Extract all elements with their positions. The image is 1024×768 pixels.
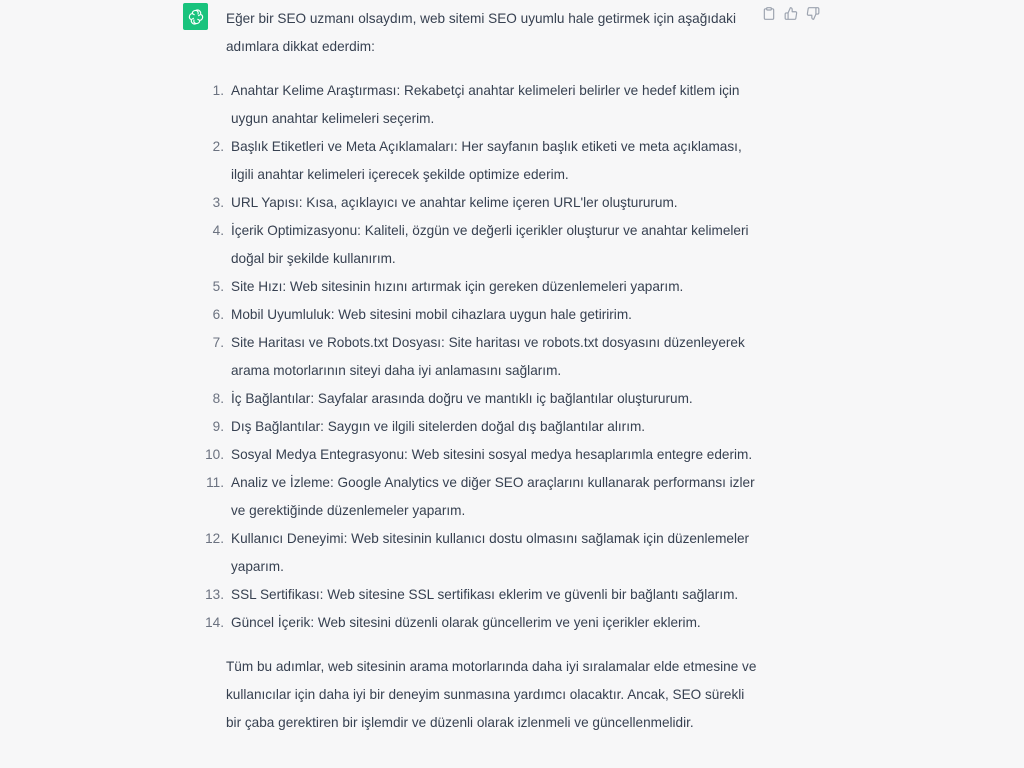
list-item-text: Anahtar Kelime Araştırması: Rekabetçi anahtar kelimeleri belirler ve hedef kitlem için uygun anahtar kelimeleri seçerim. <box>231 83 740 126</box>
list-item-number: 13. <box>205 587 224 602</box>
list-item-number: 3. <box>212 195 224 210</box>
message-content <box>205 5 759 737</box>
message-actions <box>761 5 821 21</box>
list-item <box>212 217 759 273</box>
list-item-text: Site Haritası ve Robots.txt Dosyası: Site haritası ve robots.txt dosyasını düzenleyerek arama motorlarının siteyi daha iyi anlamasını sağlarım. <box>231 335 745 378</box>
list-item <box>205 441 759 469</box>
list-item-text: Mobil Uyumluluk: Web sitesini mobil cihazlara uygun hale getiririm. <box>231 307 632 322</box>
list-item <box>212 273 759 301</box>
list-item-text: İçerik Optimizasyonu: Kaliteli, özgün ve değerli içerikler oluşturur ve anahtar kelimeleri doğal bir şekilde kullanırım. <box>231 223 749 266</box>
list-item-number: 7. <box>212 335 224 350</box>
list-item-text: Sosyal Medya Entegrasyonu: Web sitesini sosyal medya hesaplarımla entegre ederim. <box>231 447 753 462</box>
intro-paragraph: Eğer bir SEO uzmanı olsaydım, web sitemi SEO uyumlu hale getirmek için aşağıdaki adımlara dikkat ederdim: <box>226 11 736 54</box>
list-item-text: Kullanıcı Deneyimi: Web sitesinin kullanıcı dostu olmasını sağlamak için düzenlemeler yaparım. <box>231 531 750 574</box>
list-item-text: Site Hızı: Web sitesinin hızını artırmak için gereken düzenlemeleri yaparım. <box>231 279 684 294</box>
list-item-number: 2. <box>212 139 224 154</box>
list-item-number: 14. <box>205 615 224 630</box>
list-item-number: 4. <box>212 223 224 238</box>
list-item <box>212 385 759 413</box>
list-item <box>212 413 759 441</box>
list-item <box>212 77 759 133</box>
list-item-text: Dış Bağlantılar: Saygın ve ilgili sitelerden doğal dış bağlantılar alırım. <box>231 419 646 434</box>
outro-paragraph: Tüm bu adımlar, web sitesinin arama motorlarında daha iyi sıralamalar elde etmesine ve kullanıcılar için daha iyi bir deneyim sunmasına yardımcı olacaktır. Ancak, SEO sürekli bir çaba gerektiren bir işlemdir ve düzenli olarak izlenmeli ve güncellenmelidir. <box>226 659 757 730</box>
list-item <box>212 133 759 189</box>
steps-list <box>205 77 759 637</box>
list-item-number: 6. <box>212 307 224 322</box>
openai-logo-icon <box>183 3 208 30</box>
list-item-text: Analiz ve İzleme: Google Analytics ve diğer SEO araçlarını kullanarak performansı izler ve gerektiğinde düzenlemeler yaparım. <box>231 475 755 518</box>
list-item-number: 9. <box>212 419 224 434</box>
list-item-text: Güncel İçerik: Web sitesini düzenli olarak güncellerim ve yeni içerikler eklerim. <box>231 615 701 630</box>
list-item-number: 5. <box>212 279 224 294</box>
clipboard-icon[interactable] <box>761 5 777 21</box>
list-item <box>212 301 759 329</box>
list-item <box>206 469 759 525</box>
list-item-text: Başlık Etiketleri ve Meta Açıklamaları: Her sayfanın başlık etiketi ve meta açıklaması, ilgili anahtar kelimeleri içerecek şekilde optimize ederim. <box>231 139 742 182</box>
thumbs-down-icon[interactable] <box>805 5 821 21</box>
list-item <box>205 609 759 637</box>
list-item <box>212 189 759 217</box>
list-item-text: İç Bağlantılar: Sayfalar arasında doğru ve mantıklı iç bağlantılar oluştururum. <box>231 391 693 406</box>
list-item-number: 12. <box>205 531 224 546</box>
list-item <box>212 329 759 385</box>
list-item-number: 1. <box>212 83 224 98</box>
thumbs-up-icon[interactable] <box>783 5 799 21</box>
list-item-text: SSL Sertifikası: Web sitesine SSL sertifikası eklerim ve güvenli bir bağlantı sağlarım. <box>231 587 739 602</box>
list-item-text: URL Yapısı: Kısa, açıklayıcı ve anahtar kelime içeren URL'ler oluştururum. <box>231 195 678 210</box>
list-item-number: 11. <box>206 475 224 490</box>
list-item-number: 10. <box>205 447 224 462</box>
list-item <box>205 525 759 581</box>
list-item <box>205 581 759 609</box>
list-item-number: 8. <box>212 391 224 406</box>
